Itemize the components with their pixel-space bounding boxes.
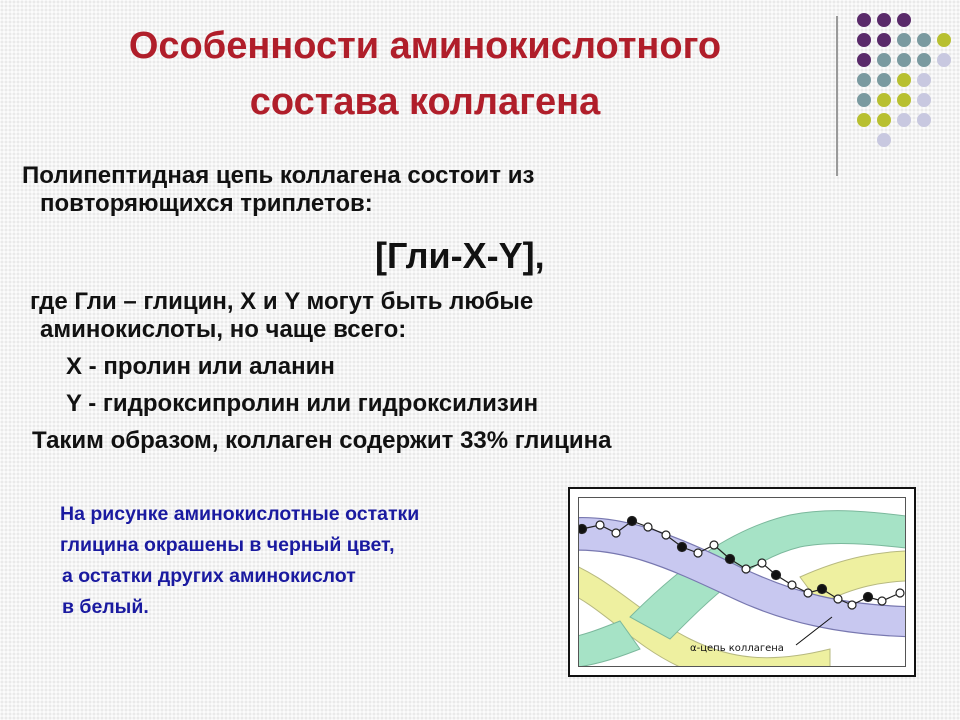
- decor-dot: [917, 73, 931, 87]
- decor-dot: [917, 113, 931, 127]
- decor-dot: [897, 33, 911, 47]
- decor-dot: [897, 93, 911, 107]
- where-line-2: аминокислоты, но чаще всего:: [40, 316, 407, 343]
- decor-dot: [897, 73, 911, 87]
- intro-line-2: повторяющихся триплетов:: [40, 190, 373, 217]
- residue-glycine: [864, 593, 873, 602]
- decor-dot: [917, 93, 931, 107]
- decor-dot: [897, 113, 911, 127]
- decor-dot: [857, 33, 871, 47]
- decor-dot: [877, 93, 891, 107]
- residue-other: [742, 565, 750, 573]
- where-line-1: где Гли – глицин, X и Y могут быть любые: [30, 288, 534, 315]
- where-paragraph: [30, 288, 533, 344]
- residue-glycine: [628, 517, 637, 526]
- residue-other: [878, 597, 886, 605]
- residue-glycine: [726, 555, 735, 564]
- residue-other: [662, 531, 670, 539]
- residue-glycine: [818, 585, 827, 594]
- intro-paragraph: [22, 162, 534, 218]
- residue-other: [694, 549, 702, 557]
- decor-dot: [877, 73, 891, 87]
- residue-other: [596, 521, 604, 529]
- decorative-divider: [836, 16, 838, 176]
- decor-dot: [857, 93, 871, 107]
- figure-caption: [60, 499, 419, 623]
- collagen-triple-helix-figure: [568, 487, 916, 677]
- caption-line-4: в белый.: [62, 596, 149, 618]
- decor-dot: [917, 53, 931, 67]
- title-line-1: Особенности аминокислотного: [128, 25, 722, 67]
- residue-other: [788, 581, 796, 589]
- residue-other: [612, 529, 620, 537]
- decor-dot: [937, 33, 951, 47]
- residue-other: [804, 589, 812, 597]
- residue-other: [834, 595, 842, 603]
- y-definition: Y - гидроксипролин или гидроксилизин: [66, 390, 539, 417]
- decor-dot: [857, 53, 871, 67]
- decor-dot: [897, 13, 911, 27]
- decor-dot: [877, 53, 891, 67]
- decor-dot: [877, 33, 891, 47]
- decor-dot: [877, 13, 891, 27]
- summary-text: Таким образом, коллаген содержит 33% глицина: [32, 427, 612, 454]
- residue-other: [896, 589, 904, 597]
- decor-dot: [897, 53, 911, 67]
- slide-title: [20, 18, 830, 130]
- residue-glycine: [578, 525, 587, 534]
- decor-dot: [937, 53, 951, 67]
- residue-other: [644, 523, 652, 531]
- x-definition: X - пролин или аланин: [66, 353, 335, 380]
- residue-glycine: [772, 571, 781, 580]
- residue-other: [848, 601, 856, 609]
- residue-other: [758, 559, 766, 567]
- intro-line-1: Полипептидная цепь коллагена состоит из: [22, 162, 535, 189]
- triplet-formula: [Гли-X-Y],: [375, 235, 545, 276]
- residue-glycine: [678, 543, 687, 552]
- decor-dot: [857, 73, 871, 87]
- title-line-2: состава коллагена: [249, 81, 601, 123]
- residue-other: [710, 541, 718, 549]
- caption-line-1: На рисунке аминокислотные остатки: [60, 503, 420, 525]
- caption-line-2: глицина окрашены в черный цвет,: [60, 534, 395, 556]
- decor-dot: [917, 33, 931, 47]
- alpha-chain-label: α-цепь коллагена: [690, 643, 784, 654]
- caption-line-3: а остатки других аминокислот: [62, 565, 356, 587]
- decor-dot: [857, 113, 871, 127]
- decor-dot: [857, 13, 871, 27]
- decor-dot: [877, 113, 891, 127]
- decor-dot: [877, 133, 891, 147]
- decorative-dot-grid: [850, 10, 960, 150]
